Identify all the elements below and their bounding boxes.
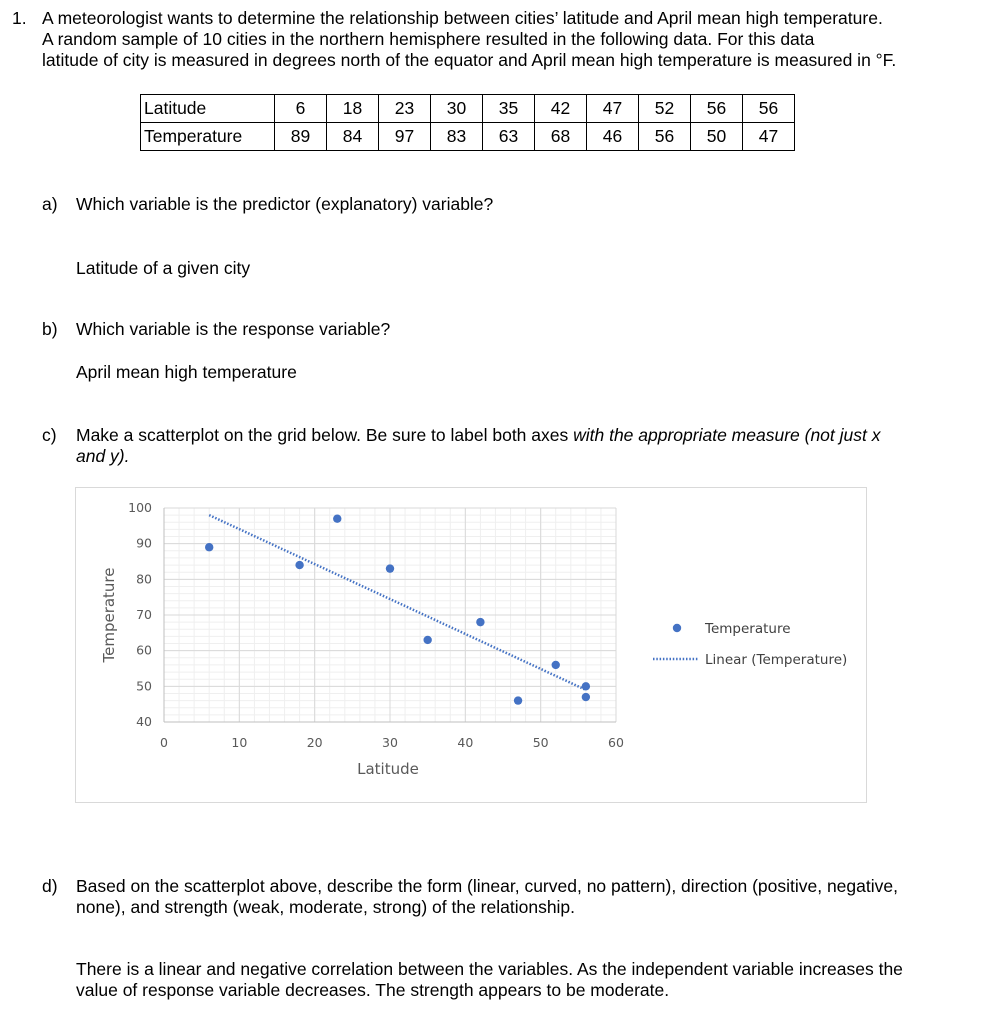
- legend-label-temperature: Temperature: [705, 621, 791, 637]
- table-cell: 6: [275, 95, 327, 123]
- question-line: latitude of city is measured in degrees north of the equator and April mean high temperature is measured in °F.: [42, 50, 897, 70]
- table-cell: 47: [587, 95, 639, 123]
- data-point: [205, 543, 213, 551]
- scatterplot-chart: [75, 487, 867, 803]
- y-tick-label: 60: [136, 642, 152, 658]
- data-point: [514, 696, 522, 704]
- question-number: 1.: [12, 8, 27, 28]
- answer-line: There is a linear and negative correlation between the variables. As the independent variable increases the: [76, 959, 903, 979]
- table-cell: 35: [483, 95, 535, 123]
- legend-label-trendline: Linear (Temperature): [705, 652, 848, 668]
- part-question: Which variable is the predictor (explanatory) variable?: [76, 194, 494, 214]
- legend-marker-temperature: [673, 624, 681, 632]
- x-tick-label: 20: [306, 735, 323, 750]
- question-line: A random sample of 10 cities in the northern hemisphere resulted in the following data. For this data: [42, 29, 815, 49]
- row-label: Temperature: [141, 123, 275, 151]
- data-point: [386, 564, 394, 572]
- y-axis-label: Temperature: [100, 567, 118, 663]
- part-a: [42, 194, 942, 216]
- data-point: [333, 515, 341, 523]
- chart-legend: [653, 621, 847, 668]
- part-question-line: none), and strength (weak, moderate, strong) of the relationship.: [76, 897, 576, 917]
- table-cell: 63: [483, 123, 535, 151]
- part-b-answer: April mean high temperature: [76, 362, 297, 382]
- x-tick-label: 0: [160, 735, 168, 750]
- part-label: c): [42, 425, 57, 445]
- x-axis-label: Latitude: [357, 760, 419, 778]
- trendline: [209, 515, 586, 690]
- table-cell: 89: [275, 123, 327, 151]
- table-cell: 23: [379, 95, 431, 123]
- row-label: Latitude: [141, 95, 275, 123]
- table-cell: 56: [639, 123, 691, 151]
- part-c: [42, 425, 962, 469]
- scatterplot-svg: [76, 488, 866, 802]
- y-tick-label: 80: [136, 571, 152, 587]
- x-tick-label: 30: [382, 735, 398, 750]
- data-point: [582, 693, 590, 701]
- table-cell: 47: [743, 123, 795, 151]
- data-point: [476, 618, 484, 626]
- part-label: a): [42, 194, 58, 214]
- question-line: A meteorologist wants to determine the relationship between cities’ latitude and April mean high temperature.: [42, 8, 883, 28]
- x-tick-label: 10: [231, 735, 248, 750]
- part-a-answer: Latitude of a given city: [76, 258, 251, 278]
- y-tick-label: 70: [136, 607, 152, 622]
- part-d-answer: [76, 959, 903, 1001]
- part-question: [76, 425, 881, 467]
- y-tick-label: 40: [136, 714, 152, 729]
- table-cell: 56: [743, 95, 795, 123]
- part-question-italic: with the appropriate measure (not just x: [573, 425, 881, 445]
- question-text: [42, 8, 992, 71]
- table-row-temperature: [141, 123, 795, 151]
- y-tick-label: 100: [128, 500, 152, 515]
- part-question-italic: and y).: [76, 446, 130, 466]
- chart-tick-labels: [128, 500, 624, 750]
- data-point: [295, 561, 303, 569]
- part-question-plain: Make a scatterplot on the grid below. Be sure to label both axes: [76, 425, 574, 445]
- part-question-line: Based on the scatterplot above, describe the form (linear, curved, no pattern), direction (positive, negative,: [76, 876, 898, 896]
- chart-points: [205, 515, 590, 705]
- part-b: [42, 319, 942, 341]
- y-tick-label: 90: [136, 535, 152, 551]
- answer-line: value of response variable decreases. The strength appears to be moderate.: [76, 980, 670, 1000]
- part-label: d): [42, 876, 58, 896]
- table-cell: 97: [379, 123, 431, 151]
- table-cell: 50: [691, 123, 743, 151]
- part-label: b): [42, 319, 58, 339]
- data-table: [140, 94, 795, 151]
- table-cell: 68: [535, 123, 587, 151]
- table-cell: 18: [327, 95, 379, 123]
- data-point: [423, 636, 431, 644]
- y-tick-label: 50: [136, 678, 152, 694]
- table-cell: 84: [327, 123, 379, 151]
- data-point: [582, 682, 590, 690]
- chart-major-grid: [164, 508, 616, 722]
- table-row-latitude: [141, 95, 795, 123]
- part-d: [42, 876, 962, 920]
- x-tick-label: 40: [457, 735, 474, 750]
- part-question: Which variable is the response variable?: [76, 319, 391, 339]
- x-tick-label: 60: [608, 735, 624, 750]
- table-cell: 52: [639, 95, 691, 123]
- chart-trendline-group: [209, 515, 586, 690]
- data-point: [552, 661, 560, 669]
- table-cell: 46: [587, 123, 639, 151]
- part-question: [76, 876, 898, 918]
- table-cell: 56: [691, 95, 743, 123]
- table-cell: 30: [431, 95, 483, 123]
- table-cell: 83: [431, 123, 483, 151]
- table-cell: 42: [535, 95, 587, 123]
- x-tick-label: 50: [532, 735, 549, 750]
